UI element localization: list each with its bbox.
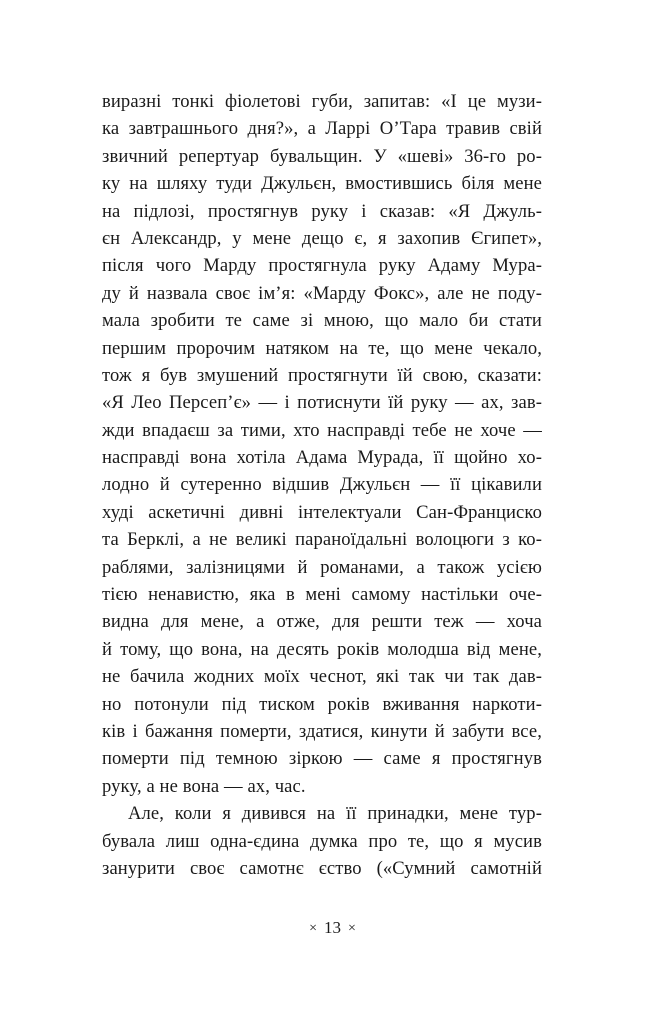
text-line: єн Александр, у мене дещо є, я захопив Єгипет», [102, 227, 542, 249]
text-line: ків і бажання померти, здатися, кинути й забути все, [102, 720, 542, 742]
text-line: насправді вона хотіла Адама Мурада, її щойно хо- [102, 447, 542, 469]
body-text [102, 88, 542, 882]
text-line: та Берклі, а не великі параноїдальні волоцюги з ко- [102, 529, 542, 551]
text-line: худі аскетичні дивні інтелектуали Сан-Франциско [102, 501, 542, 523]
page-number-footer [0, 917, 665, 940]
text-line: видна для мене, а отже, для решти теж — хоча [102, 611, 542, 633]
text-line: руку, а не вона — ах, час. [102, 775, 306, 797]
text-line: раблями, залізницями й романами, а також усією [102, 556, 542, 578]
text-line: лодно й сутеренно відшив Джульєн — її цікавили [102, 474, 542, 496]
text-line: на підлозі, простягнув руку і сказав: «Я Джуль- [102, 200, 542, 222]
text-line: й тому, що вона, на десять років молодша від мене, [102, 638, 542, 660]
text-line: ду й назвала своє ім’я: «Марду Фокс», але не поду- [102, 282, 542, 304]
text-line: Але, коли я дивився на її принадки, мене тур- [128, 803, 542, 825]
text-line: ку на шляху туди Джульєн, вмостившись біля мене [102, 173, 542, 195]
text-line: не бачила жодних моїх чеснот, які так чи так дав- [102, 666, 542, 688]
text-line: після чого Марду простягнула руку Адаму Мура- [102, 255, 542, 277]
ornament-cross-left: × [309, 921, 317, 936]
paragraph-2 [102, 800, 542, 882]
text-line: звичний репертуар бувальщин. У «шеві» 36-го ро- [102, 145, 542, 167]
text-line: першим пророчим натяком на те, що мене чекало, [102, 337, 542, 359]
ornament-cross-right: × [348, 921, 356, 936]
text-line: жди впадаєш за тими, хто насправді тебе не хоче — [102, 419, 542, 441]
text-line: «Я Лео Персеп’є» — і потиснути їй руку — ах, зав- [102, 392, 542, 414]
text-line: виразні тонкі фіолетові губи, запитав: «І це музи- [102, 91, 542, 112]
paragraph-1 [102, 88, 542, 800]
text-line: померти під темною зіркою — саме я простягнув [102, 748, 542, 770]
text-line: занурити своє самотнє єство («Сумний самотній [102, 857, 542, 879]
text-line: бувала лиш одна-єдина думка про те, що я мусив [102, 830, 542, 852]
text-line: но потонули під тиском років вживання наркоти- [102, 693, 542, 715]
text-line: тож я був змушений простягнути їй свою, сказати: [102, 364, 542, 386]
text-line: мала зробити те саме зі мною, що мало би стати [102, 310, 542, 332]
text-line: тією ненавистю, яка в мені самому настільки оче- [102, 584, 542, 606]
text-line: ка завтрашнього дня?», а Ларрі О’Тара травив свій [102, 118, 542, 140]
page-number: 13 [324, 918, 341, 937]
